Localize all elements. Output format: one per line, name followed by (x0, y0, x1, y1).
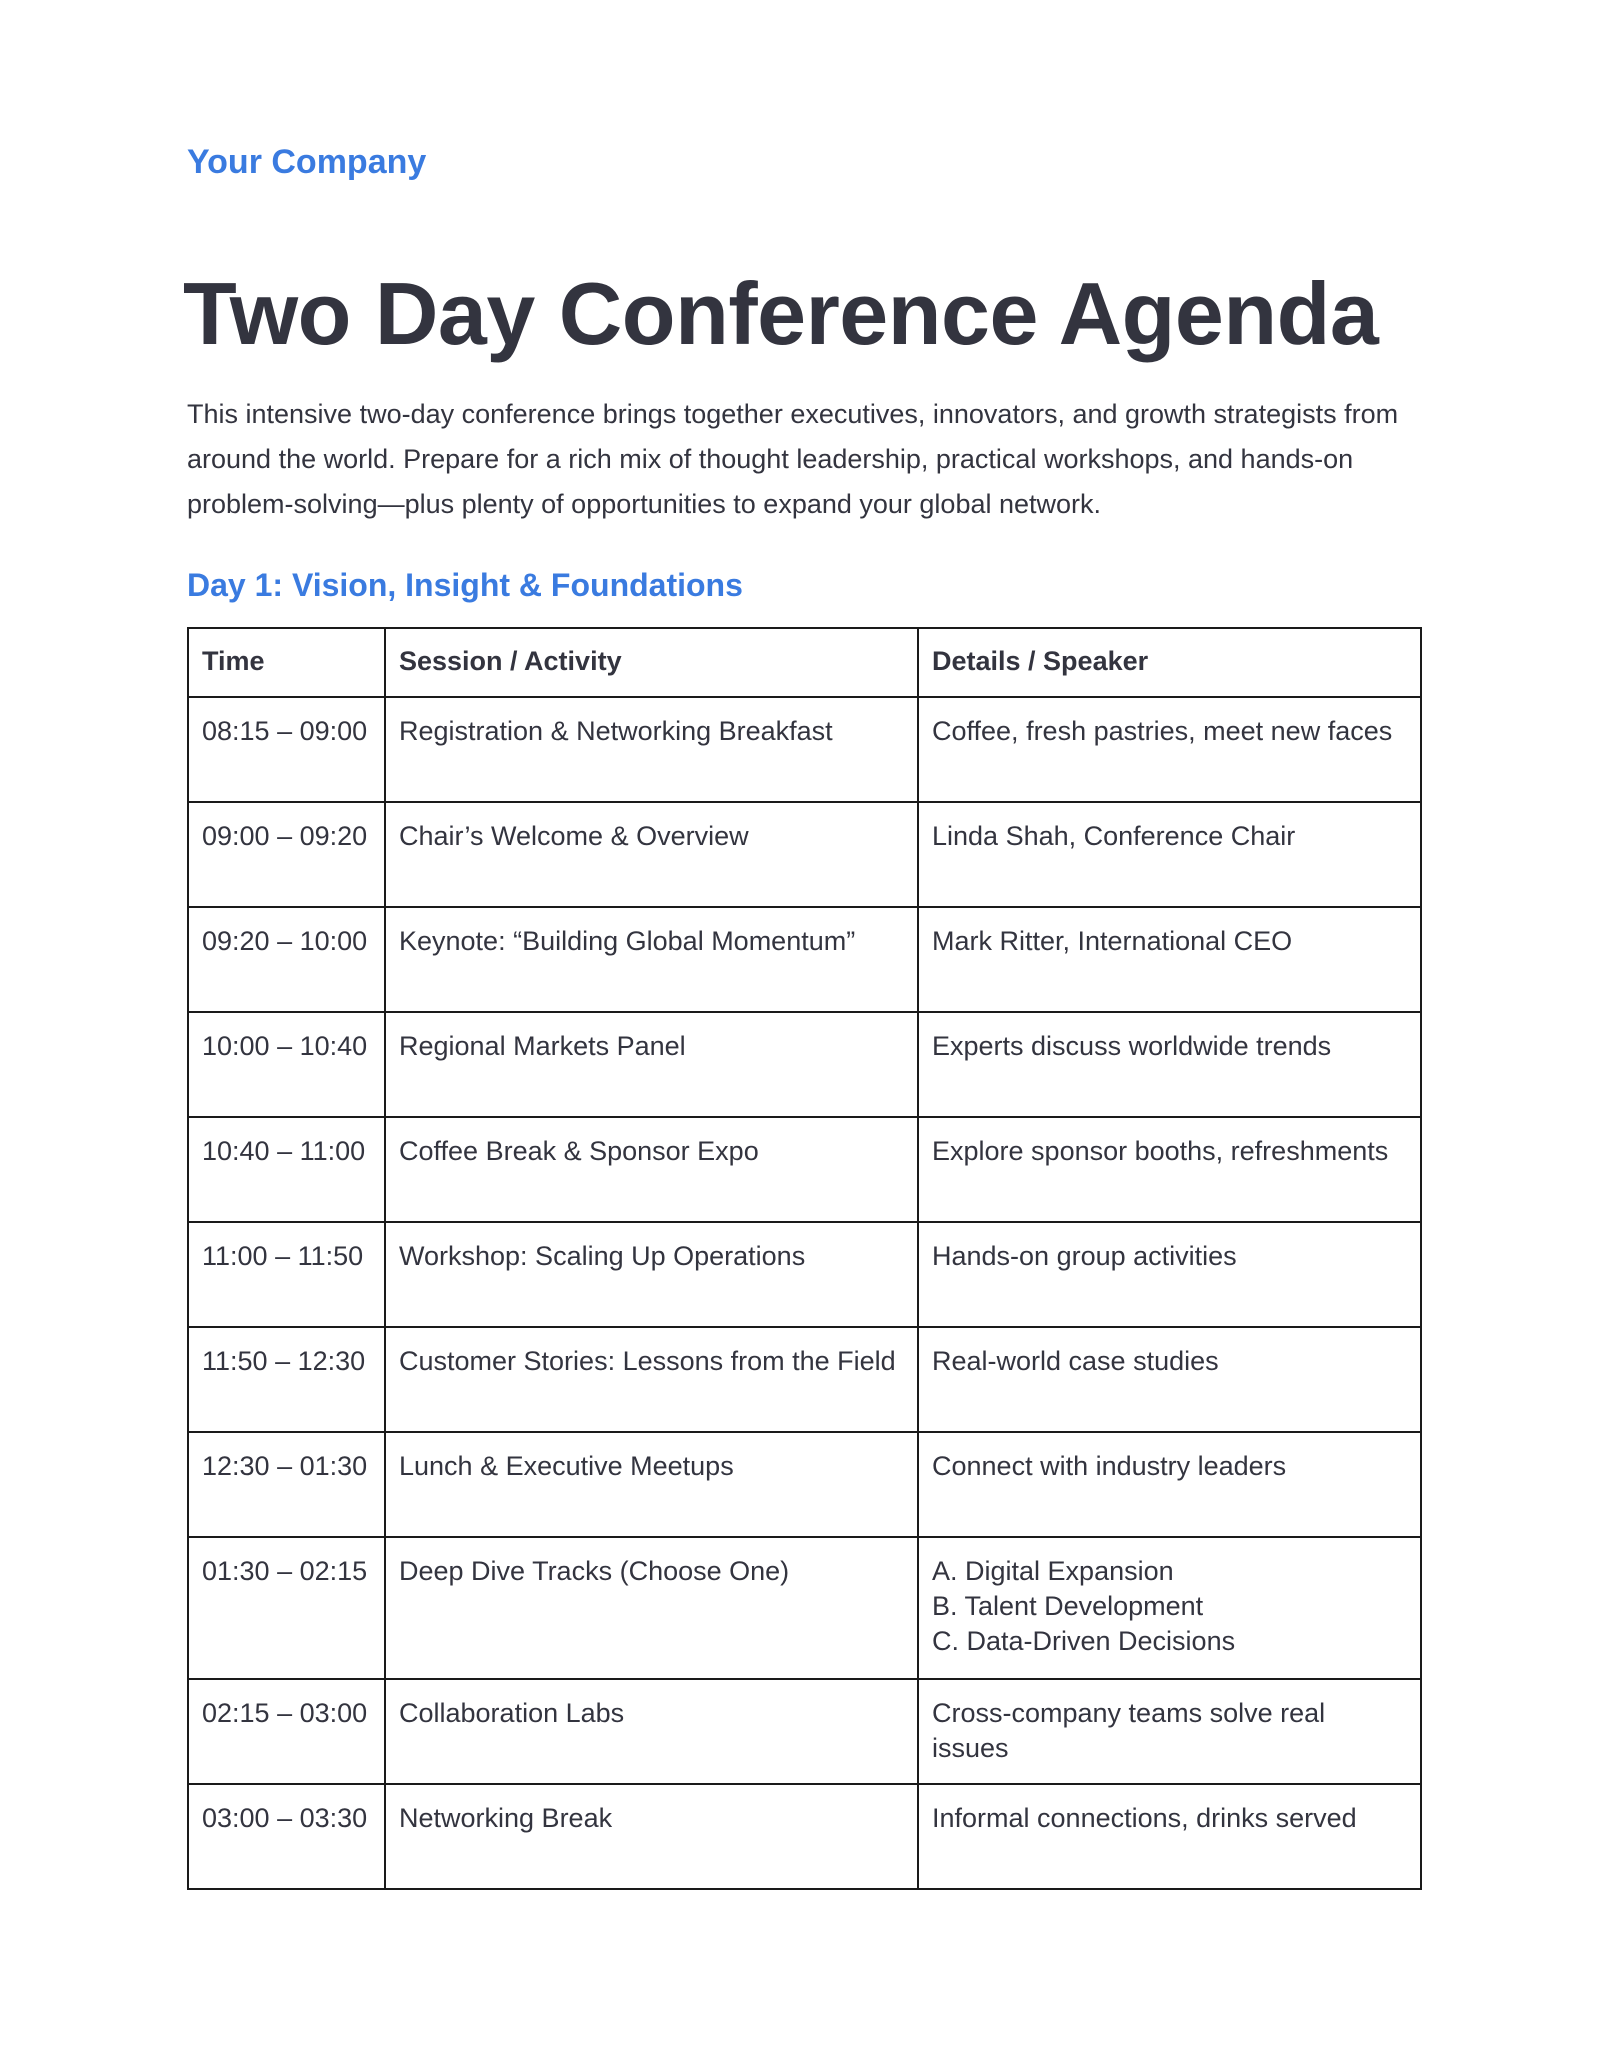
time-cell: 12:30 – 01:30 (188, 1432, 385, 1537)
track-option: C. Data-Driven Decisions (932, 1626, 1236, 1656)
details-cell: Real-world case studies (918, 1327, 1421, 1432)
time-cell: 09:00 – 09:20 (188, 802, 385, 907)
table-row (188, 1432, 1421, 1537)
session-cell: Keynote: “Building Global Momentum” (385, 907, 918, 1012)
session-cell: Chair’s Welcome & Overview (385, 802, 918, 907)
company-name: Your Company (187, 143, 427, 181)
table-row (188, 1117, 1421, 1222)
time-cell: 09:20 – 10:00 (188, 907, 385, 1012)
session-cell: Customer Stories: Lessons from the Field (385, 1327, 918, 1432)
session-cell: Collaboration Labs (385, 1679, 918, 1784)
time-cell: 01:30 – 02:15 (188, 1537, 385, 1679)
details-cell: Explore sponsor booths, refreshments (918, 1117, 1421, 1222)
session-cell: Deep Dive Tracks (Choose One) (385, 1537, 918, 1679)
time-cell: 08:15 – 09:00 (188, 697, 385, 802)
day1-heading: Day 1: Vision, Insight & Foundations (187, 567, 743, 603)
day1-agenda-table (187, 627, 1422, 1890)
column-header-details: Details / Speaker (918, 628, 1421, 697)
table-row (188, 1327, 1421, 1432)
session-cell: Coffee Break & Sponsor Expo (385, 1117, 918, 1222)
details-cell: Coffee, fresh pastries, meet new faces (918, 697, 1421, 802)
time-cell: 11:00 – 11:50 (188, 1222, 385, 1327)
session-cell: Regional Markets Panel (385, 1012, 918, 1117)
table-row (188, 1784, 1421, 1889)
session-cell: Lunch & Executive Meetups (385, 1432, 918, 1537)
track-option: A. Digital Expansion (932, 1556, 1174, 1586)
details-cell: Mark Ritter, International CEO (918, 907, 1421, 1012)
details-cell: Linda Shah, Conference Chair (918, 802, 1421, 907)
track-option: B. Talent Development (932, 1591, 1204, 1621)
table-row (188, 802, 1421, 907)
session-cell: Networking Break (385, 1784, 918, 1889)
details-cell (918, 1537, 1421, 1679)
session-cell: Registration & Networking Breakfast (385, 697, 918, 802)
details-cell: Cross-company teams solve real issues (918, 1679, 1421, 1784)
table-row (188, 1222, 1421, 1327)
time-cell: 03:00 – 03:30 (188, 1784, 385, 1889)
column-header-time: Time (188, 628, 385, 697)
table-row (188, 1012, 1421, 1117)
table-row (188, 907, 1421, 1012)
table-row (188, 697, 1421, 802)
time-cell: 10:40 – 11:00 (188, 1117, 385, 1222)
time-cell: 02:15 – 03:00 (188, 1679, 385, 1784)
details-cell: Informal connections, drinks served (918, 1784, 1421, 1889)
table-row (188, 1537, 1421, 1679)
table-header-row (188, 628, 1421, 697)
time-cell: 11:50 – 12:30 (188, 1327, 385, 1432)
time-cell: 10:00 – 10:40 (188, 1012, 385, 1117)
column-header-session: Session / Activity (385, 628, 918, 697)
details-cell: Connect with industry leaders (918, 1432, 1421, 1537)
table-row (188, 1679, 1421, 1784)
details-cell: Hands-on group activities (918, 1222, 1421, 1327)
details-cell: Experts discuss worldwide trends (918, 1012, 1421, 1117)
page-title: Two Day Conference Agenda (183, 264, 1379, 363)
intro-paragraph: This intensive two-day conference brings together executives, innovators, and growth strategists from around the world. Prepare for a rich mix of thought leadership, practical workshops, and hands-on problem-solving—plus plenty of opportunities to expand your global network. (187, 399, 1399, 519)
session-cell: Workshop: Scaling Up Operations (385, 1222, 918, 1327)
